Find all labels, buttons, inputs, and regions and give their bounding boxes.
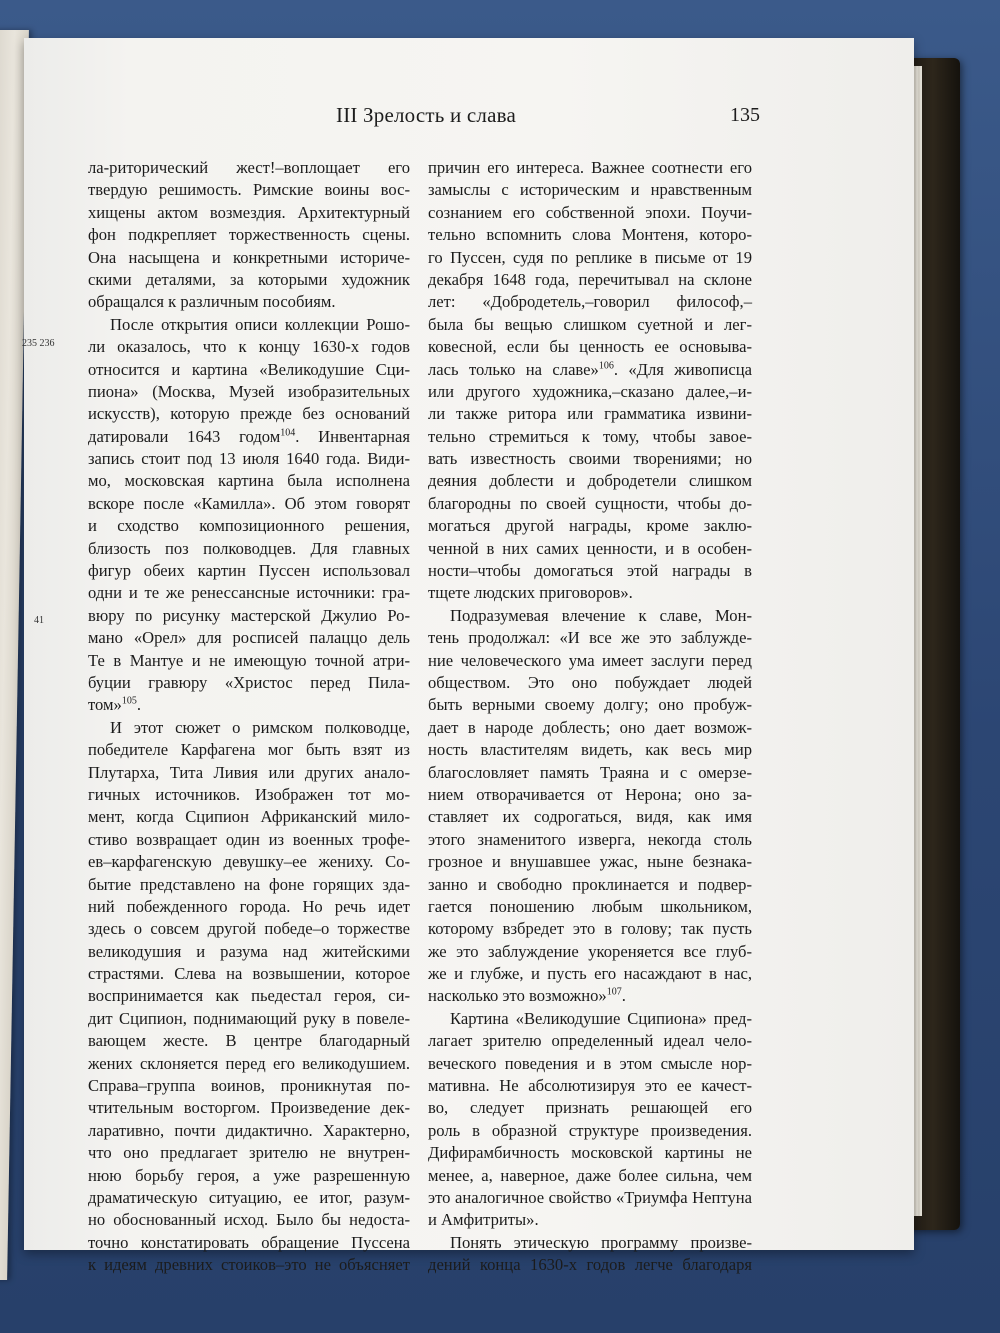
text-line-content: деяния доблести и добродетели слишком (428, 471, 752, 491)
text-line (88, 650, 410, 672)
text-line (88, 381, 410, 403)
text-line (428, 493, 752, 515)
text-line-content: фигур обеих картин Пуссен использовал (88, 561, 410, 581)
text-line (428, 1165, 752, 1187)
text-line (428, 291, 752, 313)
text-line (428, 269, 752, 291)
footnote-marker: 104 (280, 427, 296, 439)
text-line (428, 1120, 752, 1142)
text-line-content: близость поз полководцев. Для главных (88, 538, 410, 558)
text-line-content: но обоснованный исход. Было бы недоста- (88, 1210, 410, 1230)
text-line (428, 985, 752, 1007)
text-line-content: и Амфитриты». (428, 1210, 539, 1230)
text-line-content: нюю борьбу героя, а уже разрешенную (88, 1165, 410, 1185)
text-line-content: ченной в них самих ценности, и в особен- (428, 538, 752, 558)
text-line-content: вскоре после «Камилла». Об этом говорят (88, 493, 410, 513)
text-line-content: этого знаменитого изверга, некогда столь (428, 829, 752, 849)
text-line (428, 538, 752, 560)
text-column-right (428, 157, 752, 1277)
text-line-content: лагает зрителю определенный идеал чело- (428, 1031, 752, 1051)
text-line (88, 896, 410, 918)
text-line-content: скими деталями, за которыми художник (88, 269, 410, 289)
text-line (88, 314, 410, 336)
text-line-content: мент, когда Сципион Африканский мило- (88, 807, 410, 827)
text-line-content: пиона» (Москва, Музей изобразительных (88, 381, 410, 401)
text-line (88, 1008, 410, 1030)
margin-note-illustration-ref: 41 (34, 615, 44, 626)
footnote-marker: 107 (606, 986, 622, 998)
text-line-content: вать известность своими творениями; но (428, 449, 752, 469)
text-line-content: же и глубже, и пусть его насаждают в нас, (428, 964, 752, 984)
text-line-content: обществом. Это оно побуждает людей (428, 672, 752, 692)
page-number: 135 (730, 104, 760, 126)
text-line (428, 336, 752, 358)
text-line (428, 918, 752, 940)
text-line-content: гичных источников. Изображен тот мо- (88, 784, 410, 804)
text-line (428, 941, 752, 963)
text-line (428, 247, 752, 269)
text-line (428, 582, 752, 604)
text-line (88, 157, 410, 179)
text-line (88, 247, 410, 269)
text-line (428, 874, 752, 896)
text-line (428, 1097, 752, 1119)
text-line (428, 627, 752, 649)
text-line (88, 269, 410, 291)
text-line-content: декабря 1648 года, перечитывал на склоне (428, 269, 752, 289)
text-line-content: Дифирамбичность московской картины не (428, 1143, 752, 1163)
text-line-content: Она насыщена и конкретными историче- (88, 247, 410, 267)
text-line (428, 1209, 752, 1231)
text-line (88, 1097, 410, 1119)
running-header-title: III Зрелость и слава (336, 103, 516, 127)
text-line-content: И этот сюжет о римском полководце, (110, 717, 410, 737)
text-line (428, 426, 752, 448)
text-line-content: ний побежденного города. Но речь идет (88, 896, 410, 916)
text-line (88, 941, 410, 963)
text-line (88, 605, 410, 627)
text-line (88, 985, 410, 1007)
footnote-marker: 105 (121, 695, 137, 707)
text-line-content: искусств), которую прежде без оснований (88, 404, 410, 424)
text-line-content: лет: «Добродетель,–говорил философ,– (428, 292, 752, 312)
text-line-content: чтительным восторгом. Произведение дек- (88, 1098, 410, 1118)
text-line-content: нием отворачивается от Нерона; оно за- (428, 784, 752, 804)
text-line (88, 762, 410, 784)
text-line (88, 806, 410, 828)
text-line (88, 1030, 410, 1052)
text-line (88, 1165, 410, 1187)
text-line-content: После открытия описи коллекции Рошо- (110, 314, 410, 334)
text-line (88, 179, 410, 201)
text-line-content: это аналогичное свойство «Триумфа Нептуна (428, 1187, 752, 1207)
text-line (88, 1053, 410, 1075)
text-line-content: точно констатировать обращение Пуссена (88, 1232, 410, 1252)
text-line-content: ларативно, почти дидактично. Характерно, (88, 1120, 410, 1140)
text-line-content: ли также ритора или грамматика извини- (428, 404, 752, 424)
text-line-content: мативна. Не абсолютизируя это ее качест- (428, 1076, 752, 1096)
text-line (428, 157, 752, 179)
book-page (22, 38, 914, 1275)
text-line (88, 1254, 410, 1276)
text-line-content: одни и те же ренессансные источники: гра- (88, 583, 410, 603)
text-line-content: что оно предлагает зрителю не внутрен- (88, 1143, 410, 1163)
text-line (88, 829, 410, 851)
text-line (428, 381, 752, 403)
text-line-content: Те в Мантуе и не имеющую точной атри- (88, 650, 410, 670)
text-line-content: бытие представлено на фоне горящих зда- (88, 874, 410, 894)
text-line (428, 1254, 752, 1276)
text-line (88, 851, 410, 873)
text-line-content: лась только на славе» (428, 359, 599, 379)
text-line-content: же это заблуждение укореняется все глуб- (428, 941, 752, 961)
text-line (428, 963, 752, 985)
text-line-content: дит Сципион, поднимающий руку в повеле- (88, 1008, 410, 1028)
text-line-tail: . Инвентарная (295, 426, 411, 446)
text-line (88, 359, 410, 381)
text-line (88, 493, 410, 515)
text-line-content: грозное и внушавшее ужас, ныне безнака- (428, 852, 752, 872)
text-line-content: страстями. Слева на возвышении, которое (88, 964, 410, 984)
text-line-content: стиво возвращает один из военных трофе- (88, 829, 410, 849)
text-line-content: твердую решимость. Римские воины вос- (88, 180, 410, 200)
text-line (428, 403, 752, 425)
text-line (88, 672, 410, 694)
text-line (88, 918, 410, 940)
text-line-content: благородны по своей сущности, чтобы до- (428, 493, 752, 513)
text-line-content: дений конца 1630-х годов легче благодаря (428, 1255, 752, 1275)
text-line-content: гается поношению любым школьником, (428, 896, 752, 916)
text-line (428, 202, 752, 224)
text-line-content: ности–чтобы домогаться этой награды в (428, 561, 752, 581)
text-line (88, 739, 410, 761)
text-line (428, 224, 752, 246)
text-line (88, 1120, 410, 1142)
text-line-content: го Пуссен, судя по реплике в письме от 19 (428, 247, 752, 267)
text-line (88, 224, 410, 246)
text-line-content: датировали 1643 годом (88, 426, 281, 446)
text-line-content: тень продолжал: «И все же это заблужде- (428, 628, 752, 648)
text-line (88, 963, 410, 985)
text-line-content: замыслы с историческим и нравственным (428, 180, 752, 200)
text-line (428, 1008, 752, 1030)
text-line (428, 896, 752, 918)
text-line-content: мо, московская картина была исполнена (88, 471, 410, 491)
text-line-content: менее, а, наверное, даже более сильна, чем (428, 1165, 752, 1185)
text-line-content: запись стоит под 13 июля 1640 года. Види- (88, 449, 410, 469)
text-line-content: воспринимается как пьедестал героя, си- (88, 986, 410, 1006)
text-line-content: Плутарха, Тита Ливия или других анало- (88, 762, 410, 782)
text-line-content: ставляет их содрогаться, видя, как имя (428, 807, 752, 827)
text-line (428, 806, 752, 828)
text-line (88, 582, 410, 604)
text-line (88, 1075, 410, 1097)
text-line (428, 314, 752, 336)
text-line (428, 1187, 752, 1209)
text-line (428, 605, 752, 627)
text-line (428, 560, 752, 582)
text-line-content: здесь о совсем другой победе–о торжестве (88, 919, 410, 939)
text-line-content: драматическую ситуацию, ее итог, разум- (88, 1187, 410, 1207)
text-line (428, 515, 752, 537)
text-line-content: Картина «Великодушие Сципиона» пред- (450, 1008, 752, 1028)
text-line-content: ние человеческого ума имеет заслуги перед (428, 650, 752, 670)
text-line (88, 694, 410, 716)
text-line (88, 1187, 410, 1209)
text-line (428, 1075, 752, 1097)
text-line (428, 672, 752, 694)
text-line (88, 1209, 410, 1231)
text-line-content: и сходство композиционного решения, (88, 516, 410, 536)
text-line-content: которому взбредет это в голову; так пусть (428, 919, 752, 939)
text-line-content: к идеям древних стоиков–это не объясняет (88, 1255, 410, 1275)
text-line (428, 851, 752, 873)
text-line-content: Справа–группа воинов, проникнутая по- (88, 1076, 410, 1096)
text-line (88, 291, 410, 313)
text-line-content: причин его интереса. Важнее соотнести его (428, 158, 752, 177)
text-line (428, 694, 752, 716)
text-line (428, 739, 752, 761)
text-line-content: тельно стремиться к тому, чтобы завое- (428, 426, 752, 446)
text-line-content: веческого поведения и в этом смысле нор- (428, 1053, 752, 1073)
text-line-tail: . (621, 986, 626, 1006)
text-line (88, 426, 410, 448)
text-line-content: великодушия и разума над житейскими (88, 941, 410, 961)
text-line (88, 717, 410, 739)
text-line (88, 202, 410, 224)
text-line-content: мано «Орел» для росписей палаццо дель (88, 628, 410, 648)
text-line-content: сознанием его собственной эпохи. Поучи- (428, 202, 752, 222)
text-line-tail: . (136, 695, 141, 715)
text-line (428, 179, 752, 201)
text-line-content: хищены актом возмездия. Архитектурный (88, 202, 410, 222)
text-line (428, 717, 752, 739)
text-line (88, 1142, 410, 1164)
text-line-content: вающем жесте. В центре благодарный (88, 1031, 410, 1051)
text-line-content: жених склоняется перед его великодушием. (88, 1053, 410, 1073)
text-line (88, 538, 410, 560)
text-line (88, 336, 410, 358)
text-line-content: победителе Карфагена мог быть взят из (88, 740, 410, 760)
text-line (88, 448, 410, 470)
text-line-content: насколько это возможно» (428, 986, 607, 1006)
text-line-content: вюру по рисунку мастерской Джулио Ро- (88, 605, 410, 625)
text-line-content: ев–карфагенскую девушку–ее жениху. Со- (88, 852, 410, 872)
text-line (428, 448, 752, 470)
text-line (428, 829, 752, 851)
text-line (428, 470, 752, 492)
text-line-content: том» (88, 695, 122, 715)
text-line (88, 560, 410, 582)
text-line (428, 1232, 752, 1254)
text-line (428, 1053, 752, 1075)
text-line-content: была бы вещью слишком суетной и лег- (428, 314, 752, 334)
text-line-content: фон подкрепляет торжественность сцены. (88, 225, 410, 245)
text-line-content: занно и свободно проклинается и подвер- (428, 874, 752, 894)
text-line (88, 1232, 410, 1254)
text-line (428, 650, 752, 672)
text-column-left (88, 157, 410, 1277)
text-line-content: дает в народе доблесть; оно дает возмож- (428, 717, 752, 737)
text-line (428, 784, 752, 806)
text-line-content: обращался к различным пособиям. (88, 292, 336, 312)
text-line-tail: . «Для живописца (613, 359, 753, 379)
text-line-content: могаться другой награды, кроме заклю- (428, 516, 752, 536)
text-line (428, 359, 752, 381)
text-line (88, 874, 410, 896)
text-line-content: роль в образной структуре произведения. (428, 1120, 752, 1140)
text-line (88, 403, 410, 425)
text-line-content: быть верными своему долгу; оно пробуж- (428, 695, 752, 715)
text-line (428, 1142, 752, 1164)
text-line-content: тщете людских приговоров». (428, 583, 633, 603)
text-line-content: Понять этическую программу произве- (450, 1232, 752, 1252)
footnote-marker: 106 (598, 359, 614, 371)
text-line-content: тельно вспомнить слова Монтеня, которо- (428, 225, 752, 245)
text-line-content: Подразумевая влечение к славе, Мон- (450, 605, 752, 625)
text-line (428, 1030, 752, 1052)
text-line (428, 762, 752, 784)
text-line (88, 627, 410, 649)
text-line (88, 515, 410, 537)
margin-note-illustration-refs: 235 236 (22, 338, 55, 349)
text-line-content: во, следует признать решающей его (428, 1098, 752, 1118)
text-line-content: или другого художника,–сказано далее,–и- (428, 381, 752, 401)
text-line-content: ность властителям видеть, как весь мир (428, 740, 752, 760)
text-line (88, 784, 410, 806)
text-line-content: буции гравюру «Христос перед Пила- (88, 672, 410, 692)
text-line-content: относится и картина «Великодушие Сци- (88, 359, 410, 379)
text-line-content: ла-риторический жест!–воплощает его (88, 158, 410, 177)
text-line-content: ли оказалось, что к концу 1630-х годов (88, 337, 410, 357)
text-line-content: ковесной, если бы ценность ее основыва- (428, 337, 752, 357)
text-line-content: благословляет память Траяна и с омерзе- (428, 762, 752, 782)
text-line (88, 470, 410, 492)
